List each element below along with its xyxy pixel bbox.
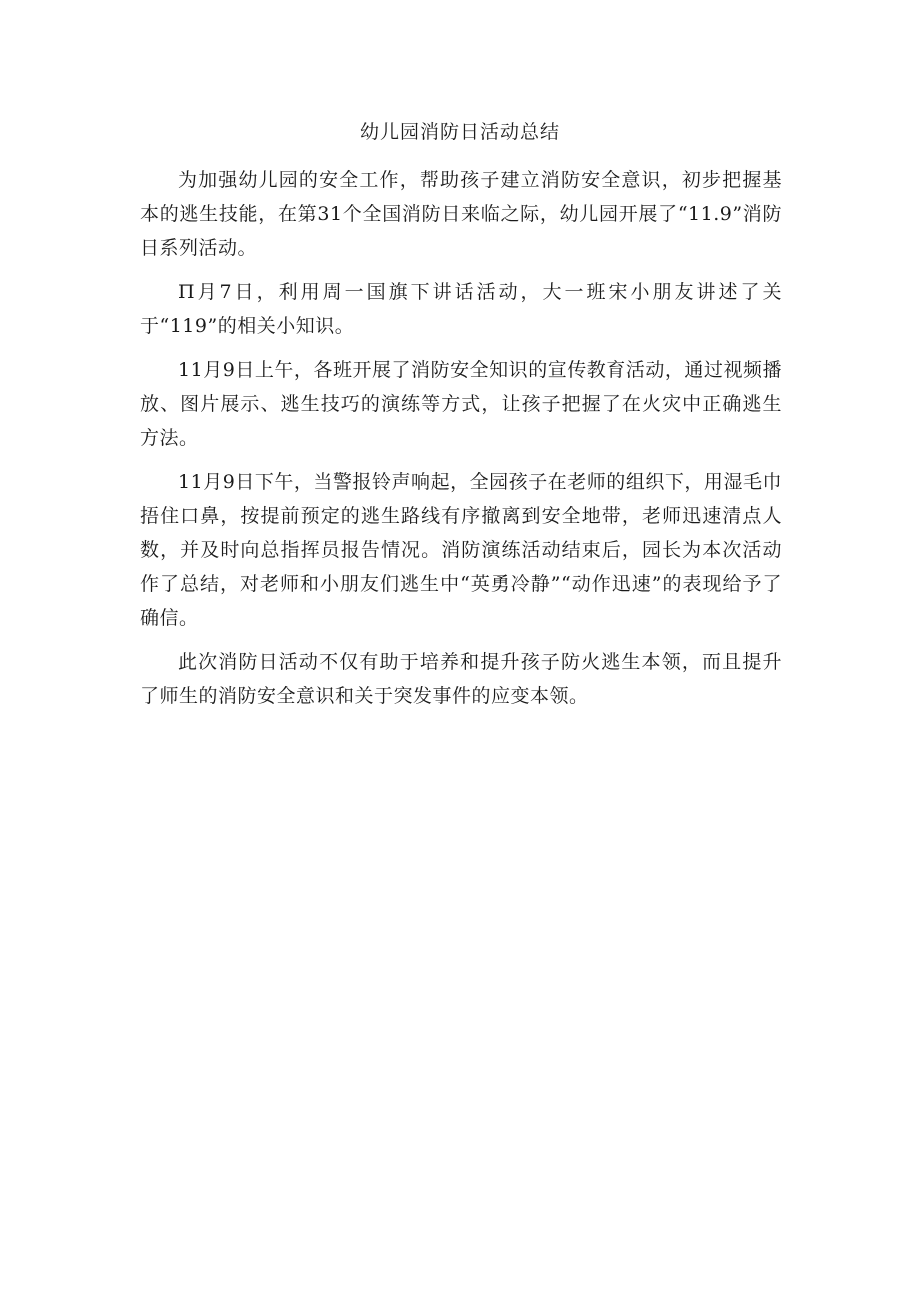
document-body [140,163,782,723]
paragraph-nov-7: Π月7日，利用周一国旗下讲话活动，大一班宋小朋友讲述了关于“119”的相关小知识。 [140,281,782,337]
paragraph-nov-9-afternoon: 11月9日下午，当警报铃声响起，全园孩子在老师的组织下，用湿毛巾捂住口鼻，按提前预定的逃生路线有序撤离到安全地带，老师迅速清点人数，并及时向总指挥员报告情况。消防演练活动结束后，园长为本次活动作了总结，对老师和小朋友们逃生中“英勇冷静”“动作迅速”的表现给予了确信。 [140,471,782,629]
paragraph-conclusion: 此次消防日活动不仅有助于培养和提升孩子防火逃生本领，而且提升了师生的消防安全意识和关于突发事件的应变本领。 [140,651,782,707]
paragraph-nov-9-morning: 11月9日上午，各班开展了消防安全知识的宣传教育活动，通过视频播放、图片展示、逃生技巧的演练等方式，让孩子把握了在火灾中正确逃生方法。 [140,359,782,449]
paragraph-intro: 为加强幼儿园的安全工作，帮助孩子建立消防安全意识，初步把握基本的逃生技能，在第31个全国消防日来临之际，幼儿园开展了“11.9”消防日系列活动。 [140,169,782,259]
document-title: 幼儿园消防日活动总结 [359,121,560,143]
